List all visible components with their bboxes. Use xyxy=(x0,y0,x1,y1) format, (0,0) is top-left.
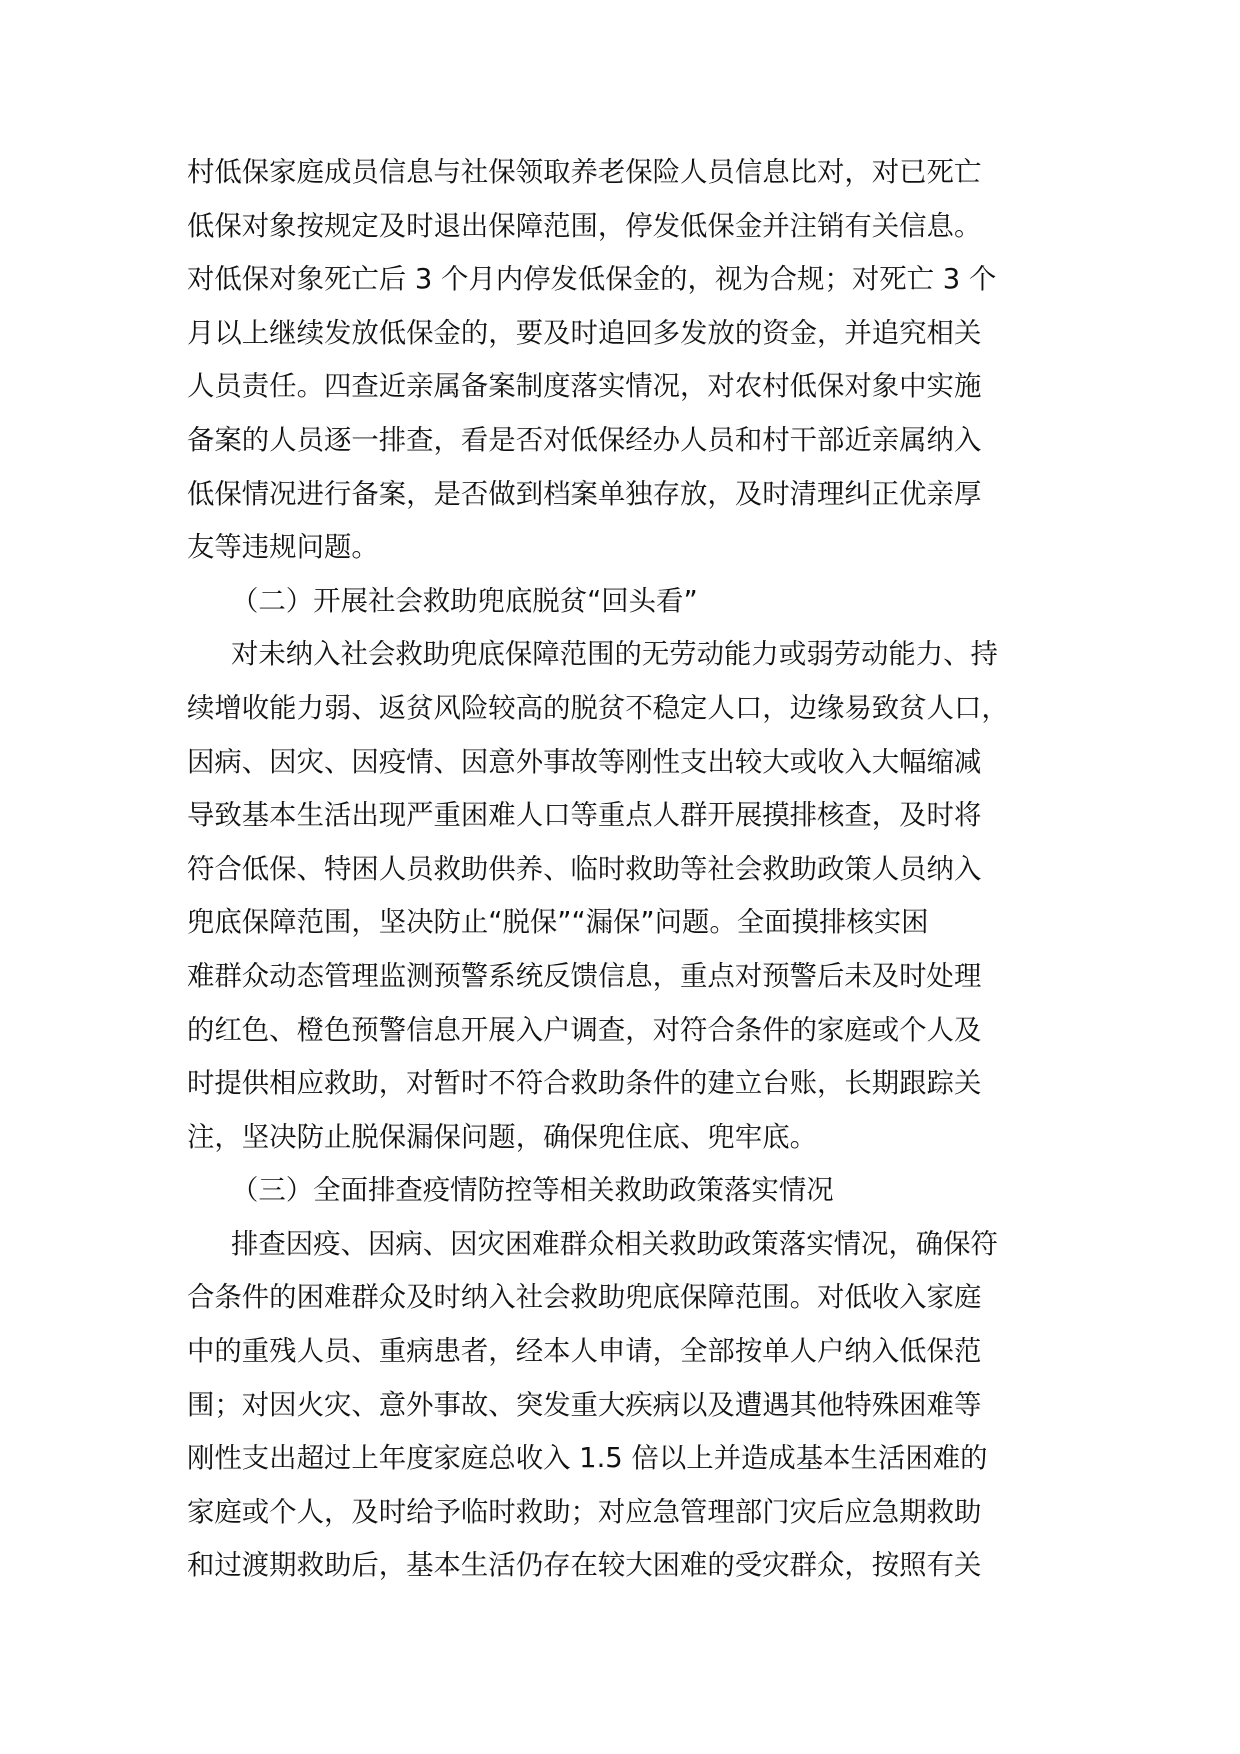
text-line: 和过渡期救助后，基本生活仍存在较大困难的受灾群众，按照有关 xyxy=(187,1550,982,1582)
text-line: 排查因疫、因病、因灾困难群众相关救助政策落实情况，确保符 xyxy=(231,1228,998,1260)
text-line: 难群众动态管理监测预警系统反馈信息，重点对预警后未及时处理 xyxy=(187,960,982,992)
text-line: 兜底保障范围，坚决防止“脱保”“漏保”问题。全面摸排核实困 xyxy=(187,907,929,939)
text-line: 人员责任。四查近亲属备案制度落实情况，对农村低保对象中实施 xyxy=(187,371,982,403)
text-line: 因病、因灾、因疫情、因意外事故等刚性支出较大或收入大幅缩减 xyxy=(187,746,982,778)
paragraph-continuation xyxy=(187,146,1057,575)
text-line: 的红色、橙色预警信息开展入户调查，对符合条件的家庭或个人及 xyxy=(187,1014,982,1046)
text-line: 导致基本生活出现严重困难人口等重点人群开展摸排核查，及时将 xyxy=(187,800,982,832)
text-line: 符合低保、特困人员救助供养、临时救助等社会救助政策人员纳入 xyxy=(187,853,982,885)
section-heading: （三）全面排查疫情防控等相关救助政策落实情况 xyxy=(231,1175,834,1207)
text-line: 对未纳入社会救助兜底保障范围的无劳动能力或弱劳动能力、持 xyxy=(231,639,998,671)
paragraph xyxy=(187,1218,1057,1593)
text-line: 注，坚决防止脱保漏保问题，确保兜住底、兜牢底。 xyxy=(187,1121,817,1153)
text-line: 月以上继续发放低保金的，要及时追回多发放的资金，并追究相关 xyxy=(187,317,982,349)
text-line: 家庭或个人，及时给予临时救助；对应急管理部门灾后应急期救助 xyxy=(187,1496,982,1528)
section-heading-2 xyxy=(187,575,1057,629)
text-line: 刚性支出超过上年度家庭总收入 1.5 倍以上并造成基本生活困难的 xyxy=(187,1443,988,1475)
text-line: 友等违规问题。 xyxy=(187,532,379,564)
text-line: 村低保家庭成员信息与社保领取养老保险人员信息比对，对已死亡 xyxy=(187,157,982,188)
text-line: 备案的人员逐一排查，看是否对低保经办人员和村干部近亲属纳入 xyxy=(187,424,982,456)
text-line: 低保情况进行备案，是否做到档案单独存放，及时清理纠正优亲厚 xyxy=(187,478,982,510)
text-line: 围；对因火灾、意外事故、突发重大疾病以及遭遇其他特殊困难等 xyxy=(187,1389,982,1421)
section-heading-3 xyxy=(187,1164,1057,1218)
text-line: 中的重残人员、重病患者，经本人申请，全部按单人户纳入低保范 xyxy=(187,1336,982,1368)
section-heading: （二）开展社会救助兜底脱贫“回头看” xyxy=(231,585,698,617)
text-line: 对低保对象死亡后 3 个月内停发低保金的，视为合规；对死亡 3 个 xyxy=(187,264,997,296)
document-body xyxy=(187,146,1057,1593)
text-line: 低保对象按规定及时退出保障范围，停发低保金并注销有关信息。 xyxy=(187,210,982,242)
text-line: 续增收能力弱、返贫风险较高的脱贫不稳定人口，边缘易致贫人口， xyxy=(187,692,1009,724)
paragraph xyxy=(187,628,1057,1164)
text-line: 合条件的困难群众及时纳入社会救助兜底保障范围。对低收入家庭 xyxy=(187,1282,982,1314)
text-line: 时提供相应救助，对暂时不符合救助条件的建立台账，长期跟踪关 xyxy=(187,1068,982,1100)
